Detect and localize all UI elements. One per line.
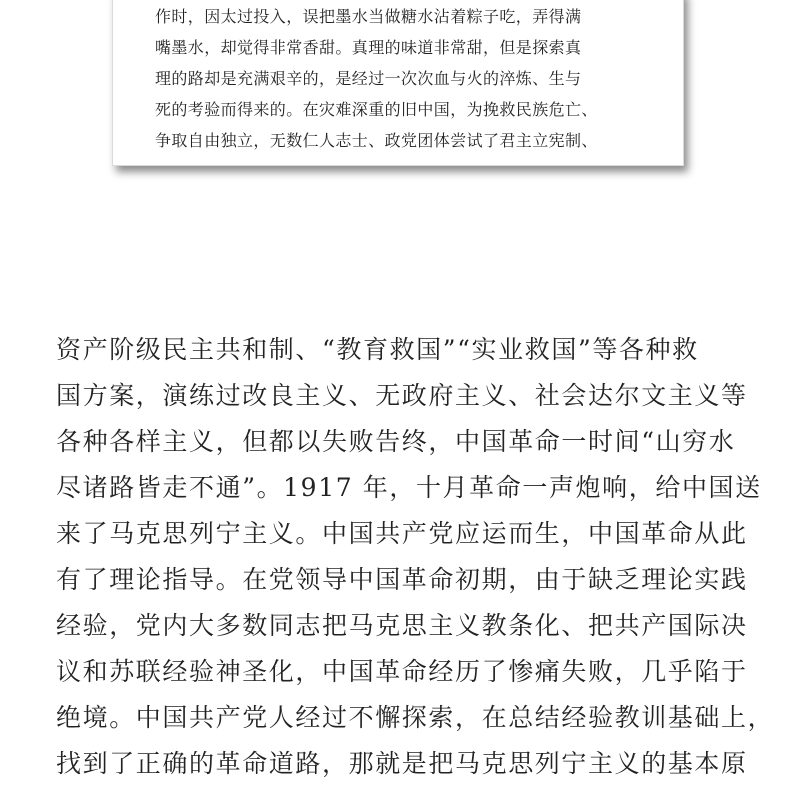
quote-card — [112, 0, 684, 166]
body-line: 资产阶级民主共和制、“教育救国”“实业救国”等各种救 — [56, 335, 699, 364]
body-line: 国方案，演练过改良主义、无政府主义、社会达尔文主义等 — [56, 381, 748, 410]
quote-line: 作时，因太过投入，误把墨水当做糖水沾着粽子吃，弄得满 — [155, 7, 582, 26]
quote-line: 嘴墨水，却觉得非常香甜。真理的味道非常甜，但是探索真 — [155, 38, 582, 57]
quote-line: 理的路却是充满艰辛的，是经过一次次血与火的淬炼、生与 — [155, 69, 582, 88]
body-line: 议和苏联经验神圣化，中国革命经历了惨痛失败，几乎陷于 — [56, 657, 748, 686]
quote-line: 死的考验而得来的。在灾难深重的旧中国，为挽救民族危亡、 — [155, 100, 598, 119]
body-line: 绝境。中国共产党人经过不懈探索，在总结经验教训基础上， — [56, 703, 775, 732]
quote-line: 争取自由独立，无数仁人志士、政党团体尝试了君主立宪制、 — [155, 131, 598, 150]
body-line: 尽诸路皆走不通”。1917 年，十月革命一声炮响，给中国送 — [56, 473, 762, 502]
body-line: 经验，党内大多数同志把马克思主义教条化、把共产国际决 — [56, 611, 748, 640]
body-paragraph — [56, 327, 775, 787]
body-line: 来了马克思列宁主义。中国共产党应运而生，中国革命从此 — [56, 519, 748, 548]
body-line: 找到了正确的革命道路，那就是把马克思列宁主义的基本原 — [56, 749, 748, 778]
body-line: 各种各样主义，但都以失败告终，中国革命一时间“山穷水 — [56, 427, 736, 456]
body-line: 有了理论指导。在党领导中国革命初期，由于缺乏理论实践 — [56, 565, 748, 594]
